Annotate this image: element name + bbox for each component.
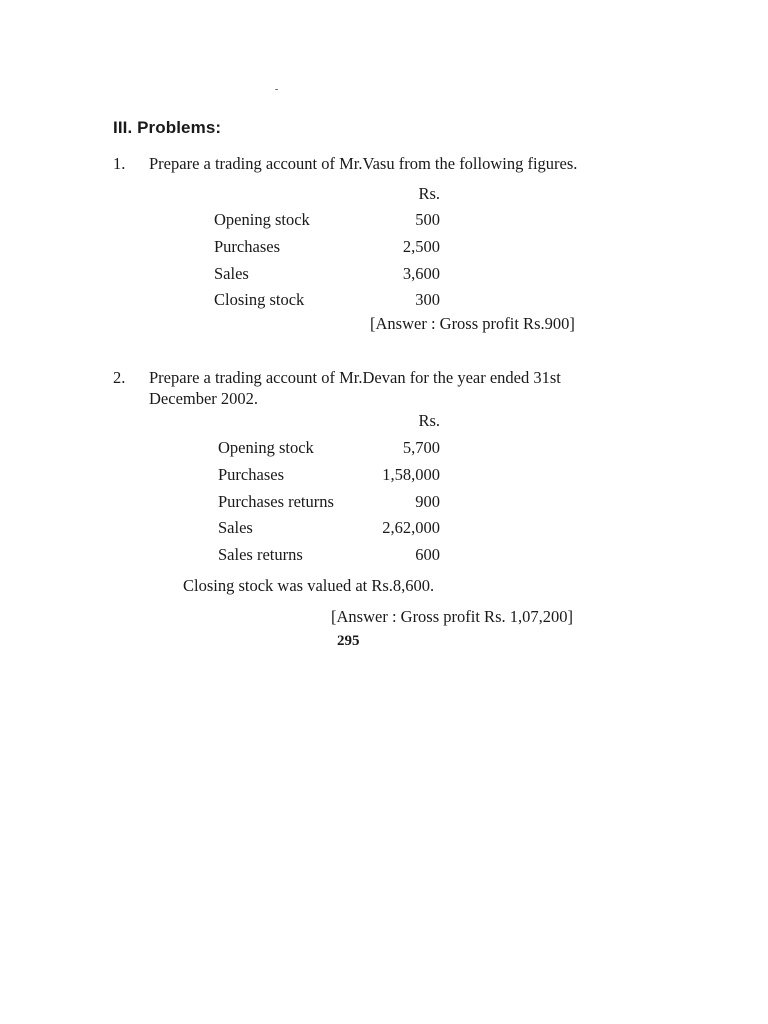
figure-amount: 500 <box>415 210 440 229</box>
problem-2-figures <box>218 435 444 569</box>
page-number: 295 <box>337 633 360 649</box>
section-heading: III. Problems: <box>113 118 222 137</box>
figure-amount: 2,62,000 <box>382 518 440 538</box>
figure-amount: 5,700 <box>402 438 440 457</box>
figure-amount: 3,600 <box>402 263 440 283</box>
problem-2-currency-header: Rs. <box>418 411 440 430</box>
figure-row <box>218 542 444 569</box>
figure-row <box>218 462 444 489</box>
figure-label: Sales <box>214 263 249 283</box>
figure-label: Opening stock <box>218 438 314 457</box>
problem-2-number: 2. <box>113 368 126 387</box>
problem-1-text: Prepare a trading account of Mr.Vasu from the following figures. <box>149 154 578 173</box>
problem-1-answer: [Answer : Gross profit Rs.900] <box>370 314 575 333</box>
figure-label: Purchases <box>218 464 284 484</box>
figure-row <box>218 489 444 516</box>
figure-label: Sales <box>218 518 253 538</box>
figure-row <box>214 234 444 261</box>
figure-row <box>214 261 444 288</box>
figure-amount: 600 <box>415 545 440 565</box>
figure-row <box>214 207 444 234</box>
figure-amount: 300 <box>415 290 440 310</box>
problem-2-answer: [Answer : Gross profit Rs. 1,07,200] <box>331 607 573 626</box>
figure-amount: 1,58,000 <box>382 464 440 484</box>
problem-2-text: Prepare a trading account of Mr.Devan for the year ended 31st December 2002. <box>149 368 561 408</box>
figure-row <box>218 435 444 462</box>
figure-row <box>218 515 444 542</box>
problem-1-currency-header: Rs. <box>418 184 440 203</box>
problem-2-note: Closing stock was valued at Rs.8,600. <box>183 576 435 595</box>
figure-amount: 900 <box>415 491 440 511</box>
figure-label: Purchases returns <box>218 491 334 511</box>
figure-label: Sales returns <box>218 545 303 565</box>
figure-label: Opening stock <box>214 210 310 229</box>
stray-dash-mark: - <box>275 84 279 95</box>
figure-row <box>214 287 444 314</box>
figure-label: Purchases <box>214 236 280 256</box>
figure-amount: 2,500 <box>402 236 440 256</box>
figure-label: Closing stock <box>214 290 305 310</box>
problem-1-figures <box>214 207 444 314</box>
problem-1-number: 1. <box>113 154 126 173</box>
